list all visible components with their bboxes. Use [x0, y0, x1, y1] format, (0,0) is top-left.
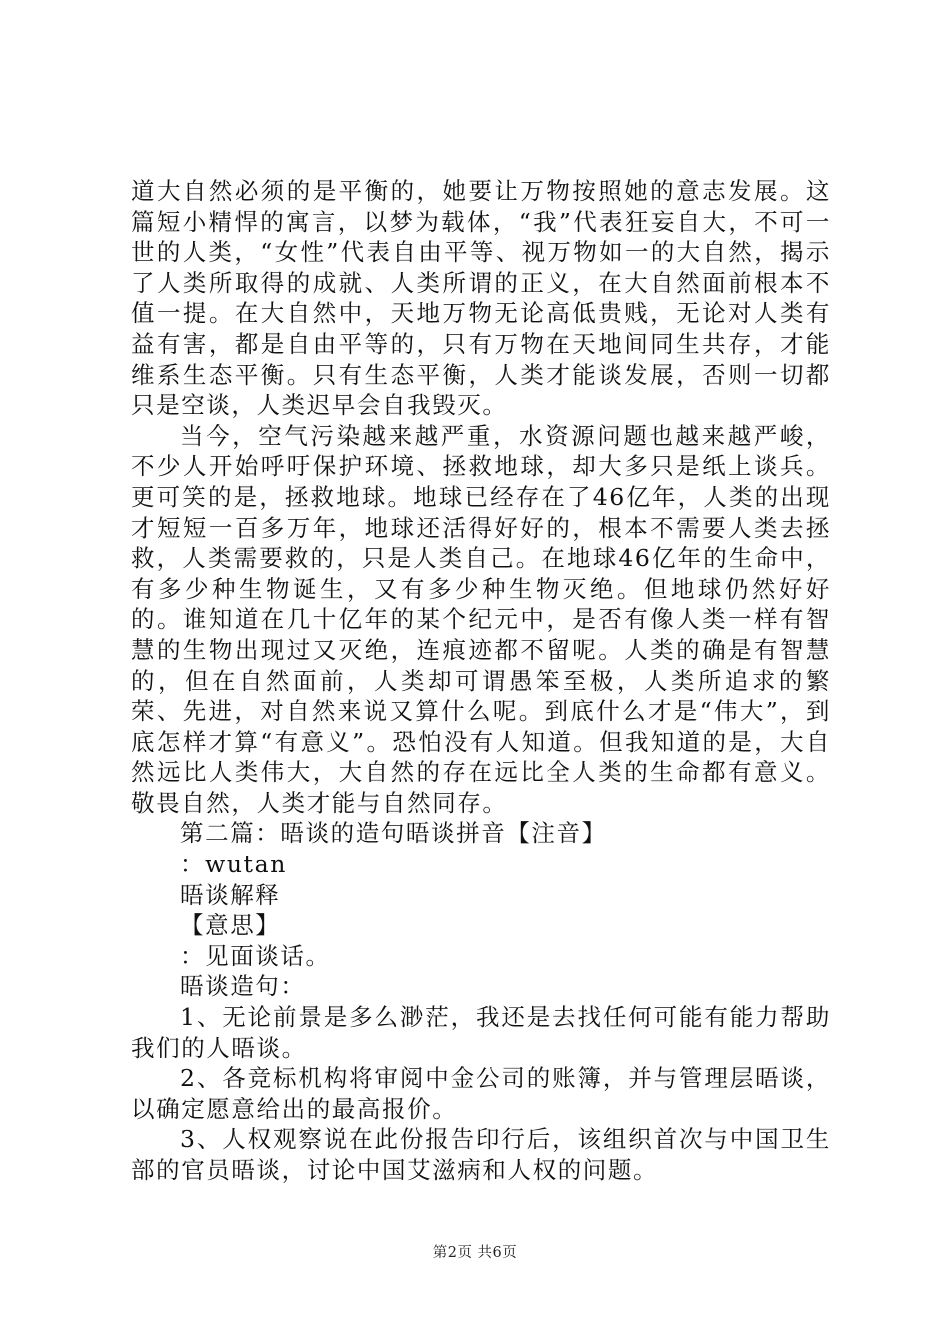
explanation-heading: 晤谈解释: [180, 880, 281, 909]
example-sentence: 2、各竞标机构将审阅中金公司的账簿，并与管理层晤谈，以确定愿意给出的最高报价。: [131, 1064, 831, 1123]
meaning-heading: 【意思】: [180, 911, 281, 940]
example-sentence: 3、人权观察说在此份报告印行后，该组织首次与中国卫生部的官员晤谈，讨论中国艾滋病和人权的问题。: [131, 1125, 831, 1184]
section-heading: 第二篇：晤谈的造句晤谈拼音【注音】: [180, 819, 607, 848]
body-paragraph: 当今，空气污染越来越严重，水资源问题也越来越严峻，不少人开始呼吁保护环境、拯救地球，却大多只是纸上谈兵。更可笑的是，拯救地球。地球已经存在了46亿年，人类的出现才短短一百多万年，地球还活得好好的，根本不需要人类去拯救，人类需要救的，只是人类自己。在地球46亿年的生命中，有多少种生物诞生，又有多少种生物灭绝。但地球仍然好好的。谁知道在几十亿年的某个纪元中，是否有像人类一样有智慧的生物出现过又灭绝，连痕迹都不留呢。人类的确是有智慧的，但在自然面前，人类却可谓愚笨至极，人类所追求的繁荣、先进，对自然来说又算什么呢。到底什么才是“伟大”，到底怎样才算“有意义”。恐怕没有人知道。但我知道的是，大自然远比人类伟大，大自然的存在远比全人类的生命都有意义。敬畏自然，人类才能与自然同存。: [131, 421, 831, 817]
pinyin-line: ：wutan: [180, 850, 287, 879]
body-paragraph: 道大自然必须的是平衡的，她要让万物按照她的意志发展。这篇短小精悍的寓言，以梦为载体，“我”代表狂妄自大，不可一世的人类，“女性”代表自由平等、视万物如一的大自然，揭示了人类所取得的成就、人类所谓的正义，在大自然面前根本不值一提。在大自然中，天地万物无论高低贵贱，无论对人类有益有害，都是自由平等的，只有万物在天地间同生共存，才能维系生态平衡。只有生态平衡，人类才能谈发展，否则一切都只是空谈，人类迟早会自我毁灭。: [131, 177, 831, 420]
meaning-text: ：见面谈话。: [180, 941, 331, 970]
example-heading: 晤谈造句：: [180, 972, 306, 1001]
document-body: [131, 176, 831, 1186]
example-sentence: 1、无论前景是多么渺茫，我还是去找任何可能有能力帮助我们的人晤谈。: [131, 1003, 831, 1062]
page-footer: 第2页 共6页: [432, 1245, 518, 1261]
